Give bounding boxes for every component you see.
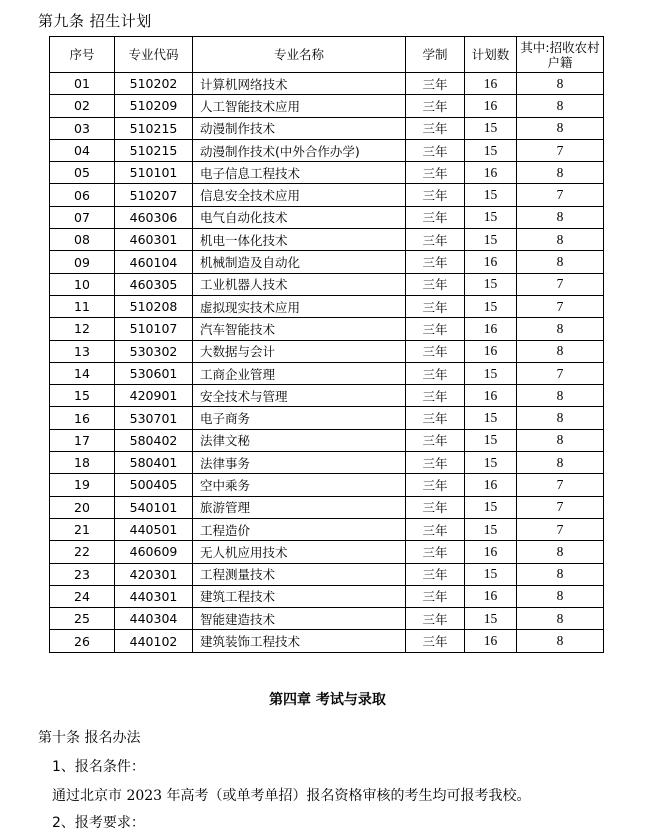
table-row [50,362,604,384]
cell-code: 420301 [115,563,193,585]
header-duration: 学制 [406,37,465,73]
cell-code: 510207 [115,184,193,206]
table-header-row [50,37,604,73]
cell-duration: 三年 [406,608,465,630]
cell-rural: 8 [517,429,604,451]
table-row [50,541,604,563]
cell-major: 空中乘务 [193,474,406,496]
cell-plan: 16 [465,95,517,117]
cell-index: 13 [50,340,115,362]
cell-plan: 16 [465,73,517,95]
cell-major: 汽车智能技术 [193,318,406,340]
cell-plan: 15 [465,184,517,206]
cell-rural: 7 [517,474,604,496]
cell-plan: 15 [465,117,517,139]
cell-index: 19 [50,474,115,496]
table-row [50,295,604,317]
cell-duration: 三年 [406,95,465,117]
cell-index: 18 [50,452,115,474]
table-row [50,585,604,607]
cell-major: 工程测量技术 [193,563,406,585]
cell-code: 510215 [115,139,193,161]
cell-rural: 8 [517,162,604,184]
cell-index: 06 [50,184,115,206]
cell-major: 电子信息工程技术 [193,162,406,184]
table-row [50,206,604,228]
header-code: 专业代码 [115,37,193,73]
cell-major: 人工智能技术应用 [193,95,406,117]
cell-major: 计算机网络技术 [193,73,406,95]
cell-duration: 三年 [406,585,465,607]
cell-code: 460301 [115,229,193,251]
cell-duration: 三年 [406,162,465,184]
application-requirements-heading: 2、报考要求： [52,815,145,831]
table-row [50,608,604,630]
cell-code: 420901 [115,385,193,407]
cell-index: 07 [50,206,115,228]
cell-index: 10 [50,273,115,295]
table-row [50,630,604,652]
cell-index: 24 [50,585,115,607]
cell-duration: 三年 [406,273,465,295]
cell-duration: 三年 [406,251,465,273]
header-plan: 计划数 [465,37,517,73]
cell-major: 电子商务 [193,407,406,429]
cell-duration: 三年 [406,518,465,540]
cell-plan: 15 [465,452,517,474]
cell-code: 510202 [115,73,193,95]
table-row [50,452,604,474]
cell-rural: 7 [517,184,604,206]
cell-rural: 8 [517,541,604,563]
cell-index: 09 [50,251,115,273]
cell-index: 14 [50,362,115,384]
cell-index: 08 [50,229,115,251]
cell-rural: 7 [517,518,604,540]
cell-duration: 三年 [406,452,465,474]
registration-conditions-heading: 1、报名条件： [52,759,145,775]
cell-rural: 7 [517,273,604,295]
article-10-title: 报名办法 [84,730,141,746]
cell-duration: 三年 [406,563,465,585]
cell-index: 02 [50,95,115,117]
cell-major: 动漫制作技术 [193,117,406,139]
table-row [50,251,604,273]
cell-duration: 三年 [406,429,465,451]
table-row [50,474,604,496]
cell-rural: 8 [517,407,604,429]
cell-major: 建筑工程技术 [193,585,406,607]
cell-duration: 三年 [406,318,465,340]
table-row [50,563,604,585]
table-body [50,73,604,653]
cell-index: 16 [50,407,115,429]
cell-plan: 16 [465,318,517,340]
cell-code: 460306 [115,206,193,228]
header-major: 专业名称 [193,37,406,73]
table-row [50,73,604,95]
header-index: 序号 [50,37,115,73]
cell-plan: 16 [465,162,517,184]
cell-duration: 三年 [406,630,465,652]
cell-plan: 15 [465,295,517,317]
cell-plan: 16 [465,630,517,652]
cell-plan: 16 [465,541,517,563]
cell-plan: 16 [465,340,517,362]
cell-rural: 8 [517,95,604,117]
cell-plan: 15 [465,429,517,451]
cell-code: 500405 [115,474,193,496]
cell-rural: 8 [517,117,604,139]
cell-rural: 7 [517,496,604,518]
cell-plan: 16 [465,385,517,407]
cell-code: 530302 [115,340,193,362]
cell-rural: 8 [517,73,604,95]
cell-code: 530601 [115,362,193,384]
table-row [50,95,604,117]
cell-duration: 三年 [406,139,465,161]
cell-plan: 15 [465,139,517,161]
table-row [50,496,604,518]
cell-index: 12 [50,318,115,340]
chapter-4-heading: 第四章 考试与录取 [269,692,386,708]
cell-rural: 8 [517,318,604,340]
cell-plan: 15 [465,563,517,585]
cell-index: 20 [50,496,115,518]
cell-duration: 三年 [406,407,465,429]
cell-index: 01 [50,73,115,95]
table-row [50,518,604,540]
cell-duration: 三年 [406,385,465,407]
cell-plan: 15 [465,229,517,251]
cell-index: 25 [50,608,115,630]
cell-major: 电气自动化技术 [193,206,406,228]
enrollment-plan-table [49,36,604,653]
cell-code: 580402 [115,429,193,451]
cell-rural: 8 [517,608,604,630]
cell-plan: 15 [465,608,517,630]
cell-plan: 15 [465,496,517,518]
cell-duration: 三年 [406,295,465,317]
cell-code: 440301 [115,585,193,607]
cell-index: 11 [50,295,115,317]
cell-duration: 三年 [406,73,465,95]
cell-duration: 三年 [406,117,465,139]
cell-duration: 三年 [406,184,465,206]
cell-plan: 15 [465,407,517,429]
cell-code: 510209 [115,95,193,117]
cell-major: 法律事务 [193,452,406,474]
cell-duration: 三年 [406,229,465,251]
cell-duration: 三年 [406,362,465,384]
cell-plan: 15 [465,518,517,540]
cell-duration: 三年 [406,340,465,362]
cell-major: 智能建造技术 [193,608,406,630]
registration-conditions-text: 通过北京市 2023 年高考（或单考单招）报名资格审核的考生均可报考我校。 [52,788,531,804]
cell-major: 工商企业管理 [193,362,406,384]
cell-major: 机械制造及自动化 [193,251,406,273]
cell-major: 大数据与会计 [193,340,406,362]
cell-major: 虚拟现实技术应用 [193,295,406,317]
cell-rural: 8 [517,563,604,585]
cell-major: 无人机应用技术 [193,541,406,563]
cell-index: 04 [50,139,115,161]
cell-rural: 8 [517,452,604,474]
table-row [50,162,604,184]
cell-index: 03 [50,117,115,139]
cell-plan: 15 [465,362,517,384]
table-row [50,139,604,161]
cell-major: 工程造价 [193,518,406,540]
table-row [50,318,604,340]
cell-code: 510101 [115,162,193,184]
cell-major: 建筑装饰工程技术 [193,630,406,652]
article-10-label: 第十条 [38,730,80,746]
cell-major: 安全技术与管理 [193,385,406,407]
cell-index: 15 [50,385,115,407]
cell-index: 22 [50,541,115,563]
cell-code: 510208 [115,295,193,317]
cell-rural: 7 [517,362,604,384]
cell-rural: 8 [517,385,604,407]
table-row [50,184,604,206]
cell-duration: 三年 [406,541,465,563]
cell-code: 460305 [115,273,193,295]
cell-index: 26 [50,630,115,652]
cell-code: 510215 [115,117,193,139]
cell-plan: 15 [465,206,517,228]
cell-major: 工业机器人技术 [193,273,406,295]
cell-major: 动漫制作技术(中外合作办学) [193,139,406,161]
cell-index: 17 [50,429,115,451]
table-row [50,340,604,362]
cell-plan: 16 [465,585,517,607]
cell-code: 530701 [115,407,193,429]
cell-index: 05 [50,162,115,184]
cell-rural: 8 [517,630,604,652]
cell-duration: 三年 [406,474,465,496]
article-9-title: 招生计划 [89,12,152,30]
cell-rural: 8 [517,251,604,273]
header-rural: 其中:招收农村户籍 [517,37,604,73]
cell-rural: 8 [517,585,604,607]
cell-plan: 15 [465,273,517,295]
cell-code: 460104 [115,251,193,273]
article-9-label: 第九条 [38,12,85,30]
cell-major: 法律文秘 [193,429,406,451]
table-row [50,273,604,295]
cell-rural: 7 [517,139,604,161]
cell-rural: 7 [517,295,604,317]
cell-code: 460609 [115,541,193,563]
cell-duration: 三年 [406,496,465,518]
cell-plan: 16 [465,251,517,273]
cell-code: 440501 [115,518,193,540]
table-row [50,429,604,451]
cell-code: 440102 [115,630,193,652]
cell-code: 510107 [115,318,193,340]
cell-major: 机电一体化技术 [193,229,406,251]
cell-major: 旅游管理 [193,496,406,518]
table-row [50,229,604,251]
table-row [50,117,604,139]
cell-rural: 8 [517,206,604,228]
article-9-heading [38,10,152,31]
article-10-heading [38,727,140,747]
cell-code: 580401 [115,452,193,474]
cell-rural: 8 [517,340,604,362]
cell-code: 540101 [115,496,193,518]
cell-code: 440304 [115,608,193,630]
cell-index: 21 [50,518,115,540]
cell-duration: 三年 [406,206,465,228]
cell-rural: 8 [517,229,604,251]
table-row [50,385,604,407]
cell-index: 23 [50,563,115,585]
table-row [50,407,604,429]
cell-plan: 16 [465,474,517,496]
cell-major: 信息安全技术应用 [193,184,406,206]
